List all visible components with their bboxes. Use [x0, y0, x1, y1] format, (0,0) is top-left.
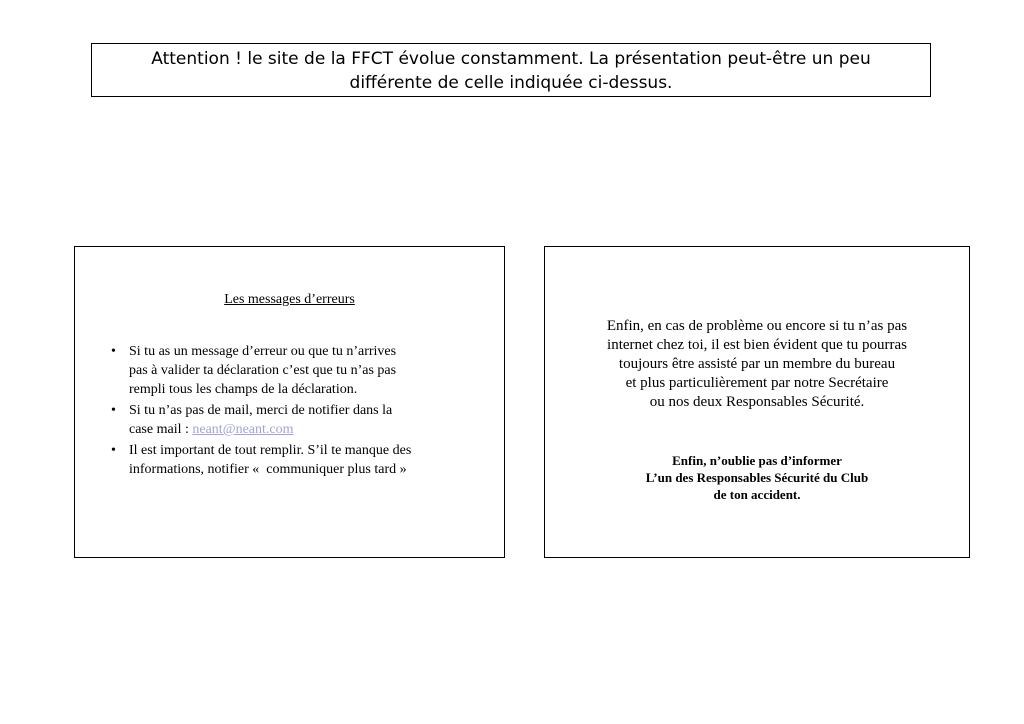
- list-item-line: [129, 420, 484, 439]
- list-item-line: Si tu as un message d’erreur ou que tu n’arrives: [129, 344, 397, 359]
- list-item-line: rempli tous les champs de la déclaration.: [129, 382, 358, 397]
- text-line: Enfin, n’oublie pas d’informer: [672, 453, 842, 468]
- notice-box: [91, 43, 931, 97]
- error-list: [107, 342, 484, 481]
- assistance-slide: [544, 246, 970, 558]
- slide-title: Les messages d’erreurs: [224, 292, 355, 307]
- notice-line-2: différente de celle indiquée ci-dessus.: [349, 73, 673, 93]
- text-line: L’un des Responsables Sécurité du Club: [645, 470, 869, 485]
- list-item-line: pas à valider ta déclaration c’est que tu n’as pas: [129, 363, 397, 378]
- text-line: et plus particulièrement par notre Secrétaire: [625, 375, 889, 391]
- email-link[interactable]: neant@neant.com: [192, 422, 294, 437]
- list-item-line: Il est important de tout remplir. S’il te manque des: [129, 443, 412, 458]
- list-item-line: informations, notifier « communiquer plus tard »: [129, 462, 407, 477]
- bullet-icon: •: [111, 403, 116, 418]
- text-line: internet chez toi, il est bien évident que tu pourras: [607, 337, 907, 353]
- accident-reminder: [545, 452, 969, 503]
- bullet-icon: •: [111, 443, 116, 458]
- bullet-icon: •: [111, 344, 116, 359]
- text-line: ou nos deux Responsables Sécurité.: [649, 394, 865, 410]
- list-item: [107, 342, 484, 399]
- notice-line-1: Attention ! le site de la FFCT évolue constamment. La présentation peut-être un peu: [151, 49, 871, 69]
- error-messages-slide: [74, 246, 505, 558]
- text-line: Enfin, en cas de problème ou encore si tu n’as pas: [606, 318, 908, 334]
- list-item: [107, 401, 484, 439]
- list-item: [107, 441, 484, 479]
- assistance-text: [545, 317, 969, 412]
- mail-label: case mail :: [129, 422, 193, 437]
- text-line: de ton accident.: [713, 487, 801, 502]
- text-line: toujours être assisté par un membre du bureau: [618, 356, 896, 372]
- list-item-line: Si tu n’as pas de mail, merci de notifier dans la: [129, 403, 393, 418]
